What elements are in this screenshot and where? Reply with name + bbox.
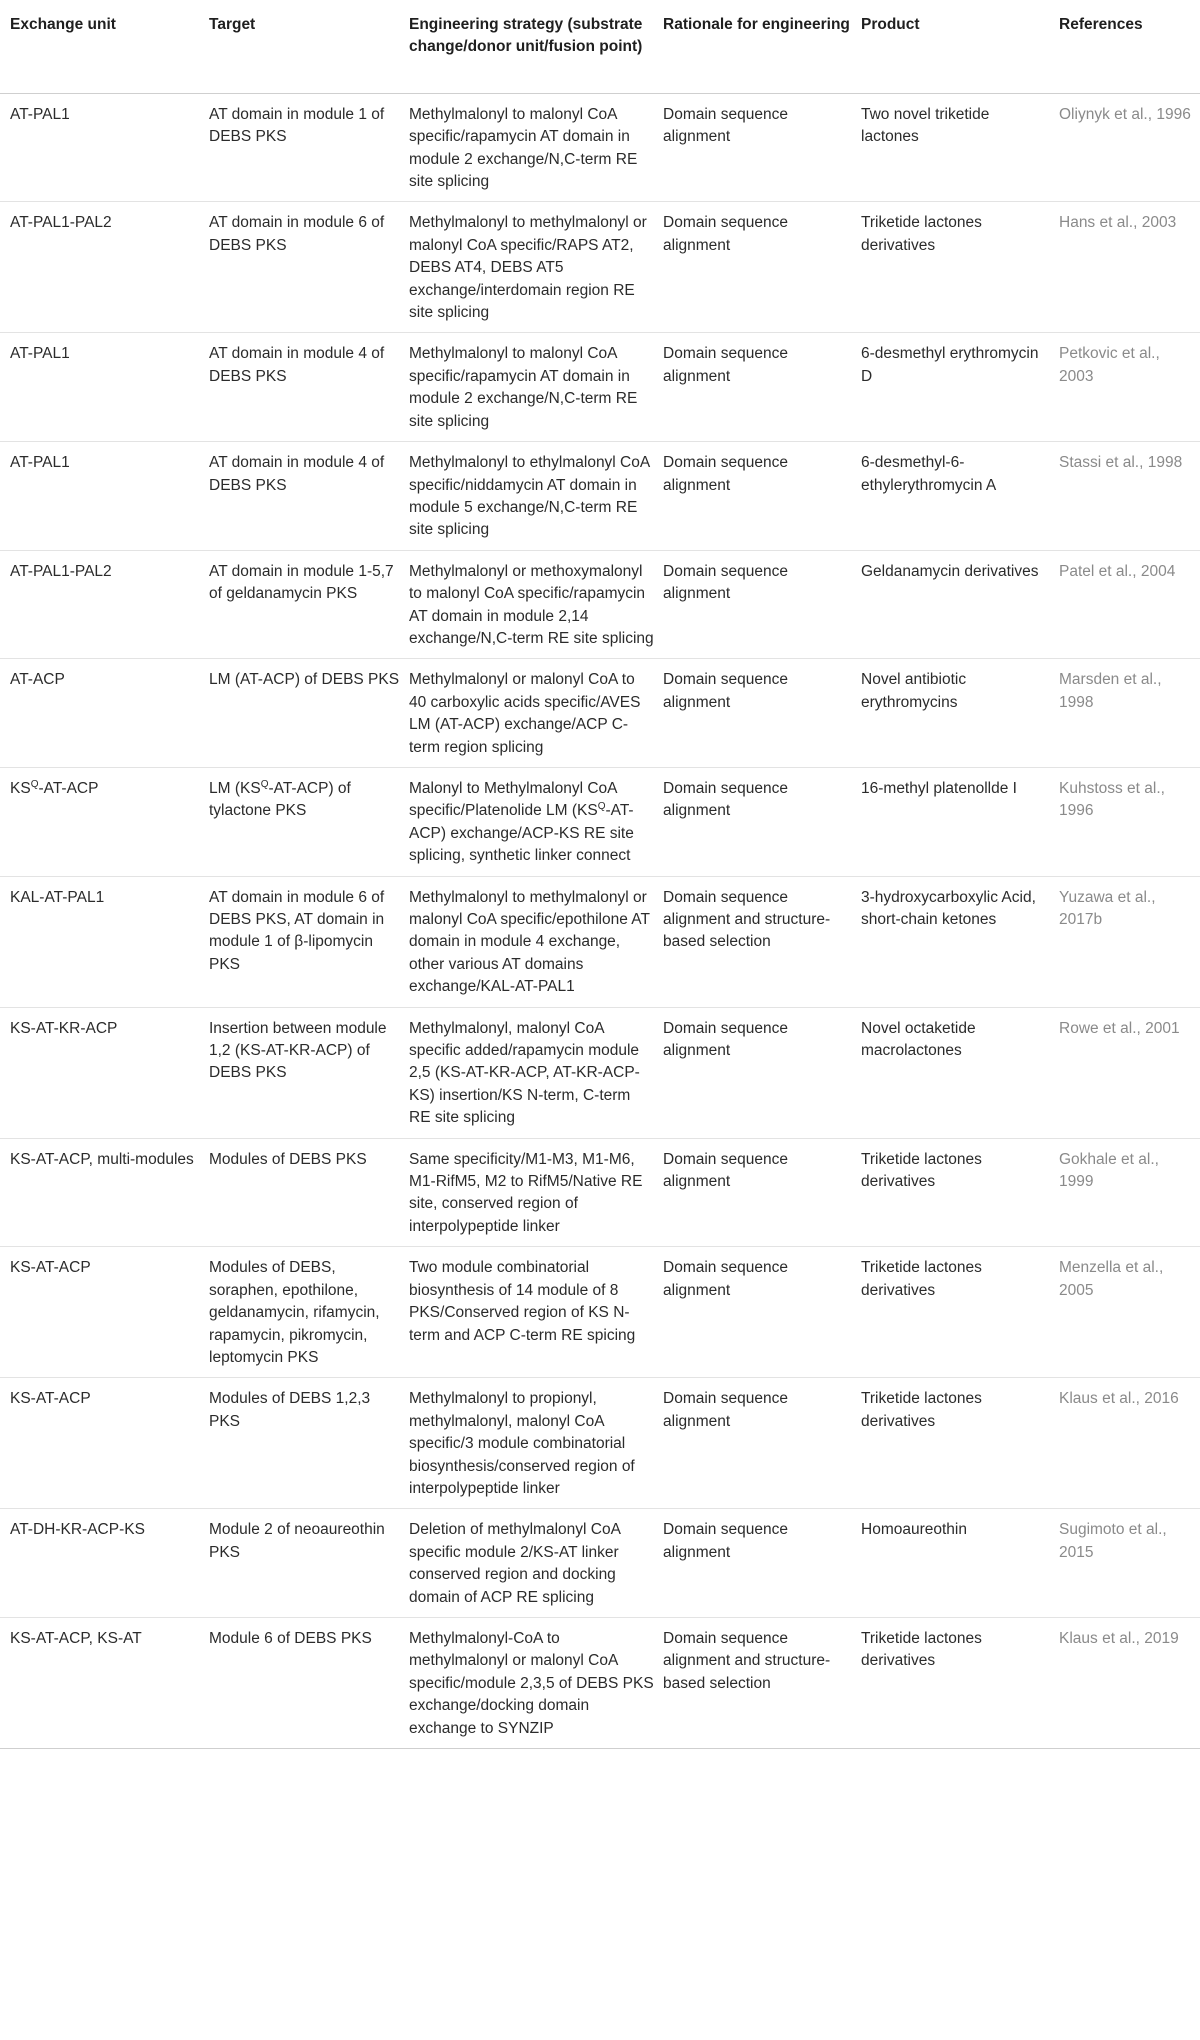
cell-reference: Oliynyk et al., 1996 xyxy=(1055,93,1200,202)
cell-engineering-strategy: Deletion of methylmalonyl CoA specific module 2/KS-AT linker conserved region and docking domain of ACP RE splicing xyxy=(405,1509,659,1618)
header-product: Product xyxy=(857,0,1055,93)
cell-exchange-unit: $KS^Q-AT$-ACP xyxy=(0,767,205,876)
cell-engineering-strategy: Methylmalonyl to malonyl CoA specific/rapamycin AT domain in module 2 exchange/N,C-term RE site splicing xyxy=(405,93,659,202)
cell-exchange-unit: AT-PAL1 xyxy=(0,333,205,442)
cell-target: AT domain in module 4 of DEBS PKS xyxy=(205,333,405,442)
table-row xyxy=(0,550,1200,659)
cell-product: Triketide lactones derivatives xyxy=(857,1138,1055,1247)
header-target: Target xyxy=(205,0,405,93)
cell-engineering-strategy: Methylmalonyl-CoA to methylmalonyl or malonyl CoA specific/module 2,3,5 of DEBS PKS exchange/docking domain exchange to SYNZIP xyxy=(405,1617,659,1748)
header-row xyxy=(0,0,1200,93)
cell-target: Insertion between module 1,2 (KS-AT-KR-ACP) of DEBS PKS xyxy=(205,1007,405,1138)
cell-engineering-strategy: Methylmalonyl to methylmalonyl or malonyl CoA specific/epothilone AT domain in module 4 exchange, other various AT domains exchange/KAL-AT-PAL1 xyxy=(405,876,659,1007)
cell-reference: Klaus et al., 2019 xyxy=(1055,1617,1200,1748)
cell-exchange-unit: KS-AT-ACP, multi-modules xyxy=(0,1138,205,1247)
table-row xyxy=(0,876,1200,1007)
cell-rationale: Domain sequence alignment xyxy=(659,550,857,659)
cell-rationale: Domain sequence alignment xyxy=(659,1138,857,1247)
cell-rationale: Domain sequence alignment xyxy=(659,202,857,333)
cell-target: AT domain in module 1-5,7 of geldanamycin PKS xyxy=(205,550,405,659)
cell-product: Triketide lactones derivatives xyxy=(857,1247,1055,1378)
cell-engineering-strategy: Methylmalonyl, malonyl CoA specific added/rapamycin module 2,5 (KS-AT-KR-ACP, AT-KR-ACP-KS) insertion/KS N-term, C-term RE site splicing xyxy=(405,1007,659,1138)
cell-exchange-unit: AT-PAL1 xyxy=(0,93,205,202)
cell-engineering-strategy: Methylmalonyl or methoxymalonyl to malonyl CoA specific/rapamycin AT domain in module 2,14 exchange/N,C-term RE site splicing xyxy=(405,550,659,659)
cell-exchange-unit: KAL-AT-PAL1 xyxy=(0,876,205,1007)
table-row xyxy=(0,202,1200,333)
cell-reference: Klaus et al., 2016 xyxy=(1055,1378,1200,1509)
cell-rationale: Domain sequence alignment xyxy=(659,442,857,551)
cell-product: Triketide lactones derivatives xyxy=(857,1378,1055,1509)
header-rationale: Rationale for engineering xyxy=(659,0,857,93)
cell-engineering-strategy: Same specificity/M1-M3, M1-M6, M1-RifM5, M2 to RifM5/Native RE site, conserved region of interpolypeptide linker xyxy=(405,1138,659,1247)
table-row xyxy=(0,1247,1200,1378)
cell-rationale: Domain sequence alignment xyxy=(659,1007,857,1138)
cell-engineering-strategy: Methylmalonyl to methylmalonyl or malonyl CoA specific/RAPS AT2, DEBS AT4, DEBS AT5 exchange/interdomain region RE site splicing xyxy=(405,202,659,333)
cell-target: AT domain in module 6 of DEBS PKS xyxy=(205,202,405,333)
cell-rationale: Domain sequence alignment and structure-based selection xyxy=(659,1617,857,1748)
cell-exchange-unit: KS-AT-ACP, KS-AT xyxy=(0,1617,205,1748)
cell-target: AT domain in module 1 of DEBS PKS xyxy=(205,93,405,202)
cell-reference: Patel et al., 2004 xyxy=(1055,550,1200,659)
cell-rationale: Domain sequence alignment xyxy=(659,1509,857,1618)
cell-rationale: Domain sequence alignment xyxy=(659,767,857,876)
cell-rationale: Domain sequence alignment and structure-based selection xyxy=(659,876,857,1007)
cell-engineering-strategy: Methylmalonyl to malonyl CoA specific/rapamycin AT domain in module 2 exchange/N,C-term RE site splicing xyxy=(405,333,659,442)
cell-reference: Rowe et al., 2001 xyxy=(1055,1007,1200,1138)
cell-product: Novel octaketide macrolactones xyxy=(857,1007,1055,1138)
cell-product: Triketide lactones derivatives xyxy=(857,202,1055,333)
superscript-q: Q xyxy=(30,778,39,790)
header-engineering-strategy: Engineering strategy (substrate change/donor unit/fusion point) xyxy=(405,0,659,93)
cell-engineering-strategy: Malonyl to Methylmalonyl CoA specific/Platenolide LM $(KS^Q-AT-ACP)$ exchange/ACP-KS RE site splicing, synthetic linker connect xyxy=(405,767,659,876)
cell-product: Two novel triketide lactones xyxy=(857,93,1055,202)
cell-rationale: Domain sequence alignment xyxy=(659,1247,857,1378)
cell-rationale: Domain sequence alignment xyxy=(659,333,857,442)
cell-exchange-unit: AT-PAL1-PAL2 xyxy=(0,550,205,659)
cell-reference: Kuhstoss et al., 1996 xyxy=(1055,767,1200,876)
table-row xyxy=(0,767,1200,876)
table-header xyxy=(0,0,1200,93)
cell-target: Module 2 of neoaureothin PKS xyxy=(205,1509,405,1618)
cell-target: AT domain in module 6 of DEBS PKS, AT domain in module 1 of β-lipomycin PKS xyxy=(205,876,405,1007)
cell-target: LM $(KS^Q-AT-ACP)$ of tylactone PKS xyxy=(205,767,405,876)
cell-target: AT domain in module 4 of DEBS PKS xyxy=(205,442,405,551)
cell-product: Triketide lactones derivatives xyxy=(857,1617,1055,1748)
cell-engineering-strategy: Methylmalonyl or malonyl CoA to 40 carboxylic acids specific/AVES LM (AT-ACP) exchange/ACP C-term region splicing xyxy=(405,659,659,768)
cell-target: Modules of DEBS 1,2,3 PKS xyxy=(205,1378,405,1509)
table-row xyxy=(0,1617,1200,1748)
cell-rationale: Domain sequence alignment xyxy=(659,1378,857,1509)
table-row xyxy=(0,333,1200,442)
cell-engineering-strategy: Methylmalonyl to ethylmalonyl CoA specific/niddamycin AT domain in module 5 exchange/N,C-term RE site splicing xyxy=(405,442,659,551)
cell-target: Modules of DEBS PKS xyxy=(205,1138,405,1247)
cell-reference: Marsden et al., 1998 xyxy=(1055,659,1200,768)
cell-product: Novel antibiotic erythromycins xyxy=(857,659,1055,768)
cell-engineering-strategy: Two module combinatorial biosynthesis of 14 module of 8 PKS/Conserved region of KS N-term and ACP C-term RE spicing xyxy=(405,1247,659,1378)
cell-reference: Sugimoto et al., 2015 xyxy=(1055,1509,1200,1618)
cell-product: 3-hydroxycarboxylic Acid, short-chain ketones xyxy=(857,876,1055,1007)
table-row xyxy=(0,1007,1200,1138)
cell-reference: Stassi et al., 1998 xyxy=(1055,442,1200,551)
cell-product: 16-methyl platenollde I xyxy=(857,767,1055,876)
header-exchange-unit: Exchange unit xyxy=(0,0,205,93)
cell-target: Module 6 of DEBS PKS xyxy=(205,1617,405,1748)
cell-exchange-unit: AT-DH-KR-ACP-KS xyxy=(0,1509,205,1618)
superscript-q: Q xyxy=(597,801,606,813)
cell-rationale: Domain sequence alignment xyxy=(659,93,857,202)
header-references: References xyxy=(1055,0,1200,93)
cell-exchange-unit: AT-ACP xyxy=(0,659,205,768)
cell-product: 6-desmethyl erythromycin D xyxy=(857,333,1055,442)
table-row xyxy=(0,93,1200,202)
cell-exchange-unit: KS-AT-KR-ACP xyxy=(0,1007,205,1138)
cell-product: 6-desmethyl-6-ethylerythromycin A xyxy=(857,442,1055,551)
table-row xyxy=(0,659,1200,768)
cell-exchange-unit: KS-AT-ACP xyxy=(0,1247,205,1378)
cell-target: Modules of DEBS, soraphen, epothilone, geldanamycin, rifamycin, rapamycin, pikromycin, leptomycin PKS xyxy=(205,1247,405,1378)
cell-product: Geldanamycin derivatives xyxy=(857,550,1055,659)
cell-target: LM (AT-ACP) of DEBS PKS xyxy=(205,659,405,768)
cell-product: Homoaureothin xyxy=(857,1509,1055,1618)
cell-reference: Menzella et al., 2005 xyxy=(1055,1247,1200,1378)
cell-exchange-unit: AT-PAL1-PAL2 xyxy=(0,202,205,333)
cell-exchange-unit: KS-AT-ACP xyxy=(0,1378,205,1509)
table-body xyxy=(0,93,1200,1748)
superscript-q: Q xyxy=(260,778,269,790)
cell-rationale: Domain sequence alignment xyxy=(659,659,857,768)
table-row xyxy=(0,442,1200,551)
cell-exchange-unit: AT-PAL1 xyxy=(0,442,205,551)
cell-reference: Petkovic et al., 2003 xyxy=(1055,333,1200,442)
table-row xyxy=(0,1509,1200,1618)
table-row xyxy=(0,1138,1200,1247)
cell-reference: Yuzawa et al., 2017b xyxy=(1055,876,1200,1007)
cell-engineering-strategy: Methylmalonyl to propionyl, methylmalonyl, malonyl CoA specific/3 module combinatorial biosynthesis/conserved region of interpolypeptide linker xyxy=(405,1378,659,1509)
table-row xyxy=(0,1378,1200,1509)
cell-reference: Hans et al., 2003 xyxy=(1055,202,1200,333)
cell-reference: Gokhale et al., 1999 xyxy=(1055,1138,1200,1247)
